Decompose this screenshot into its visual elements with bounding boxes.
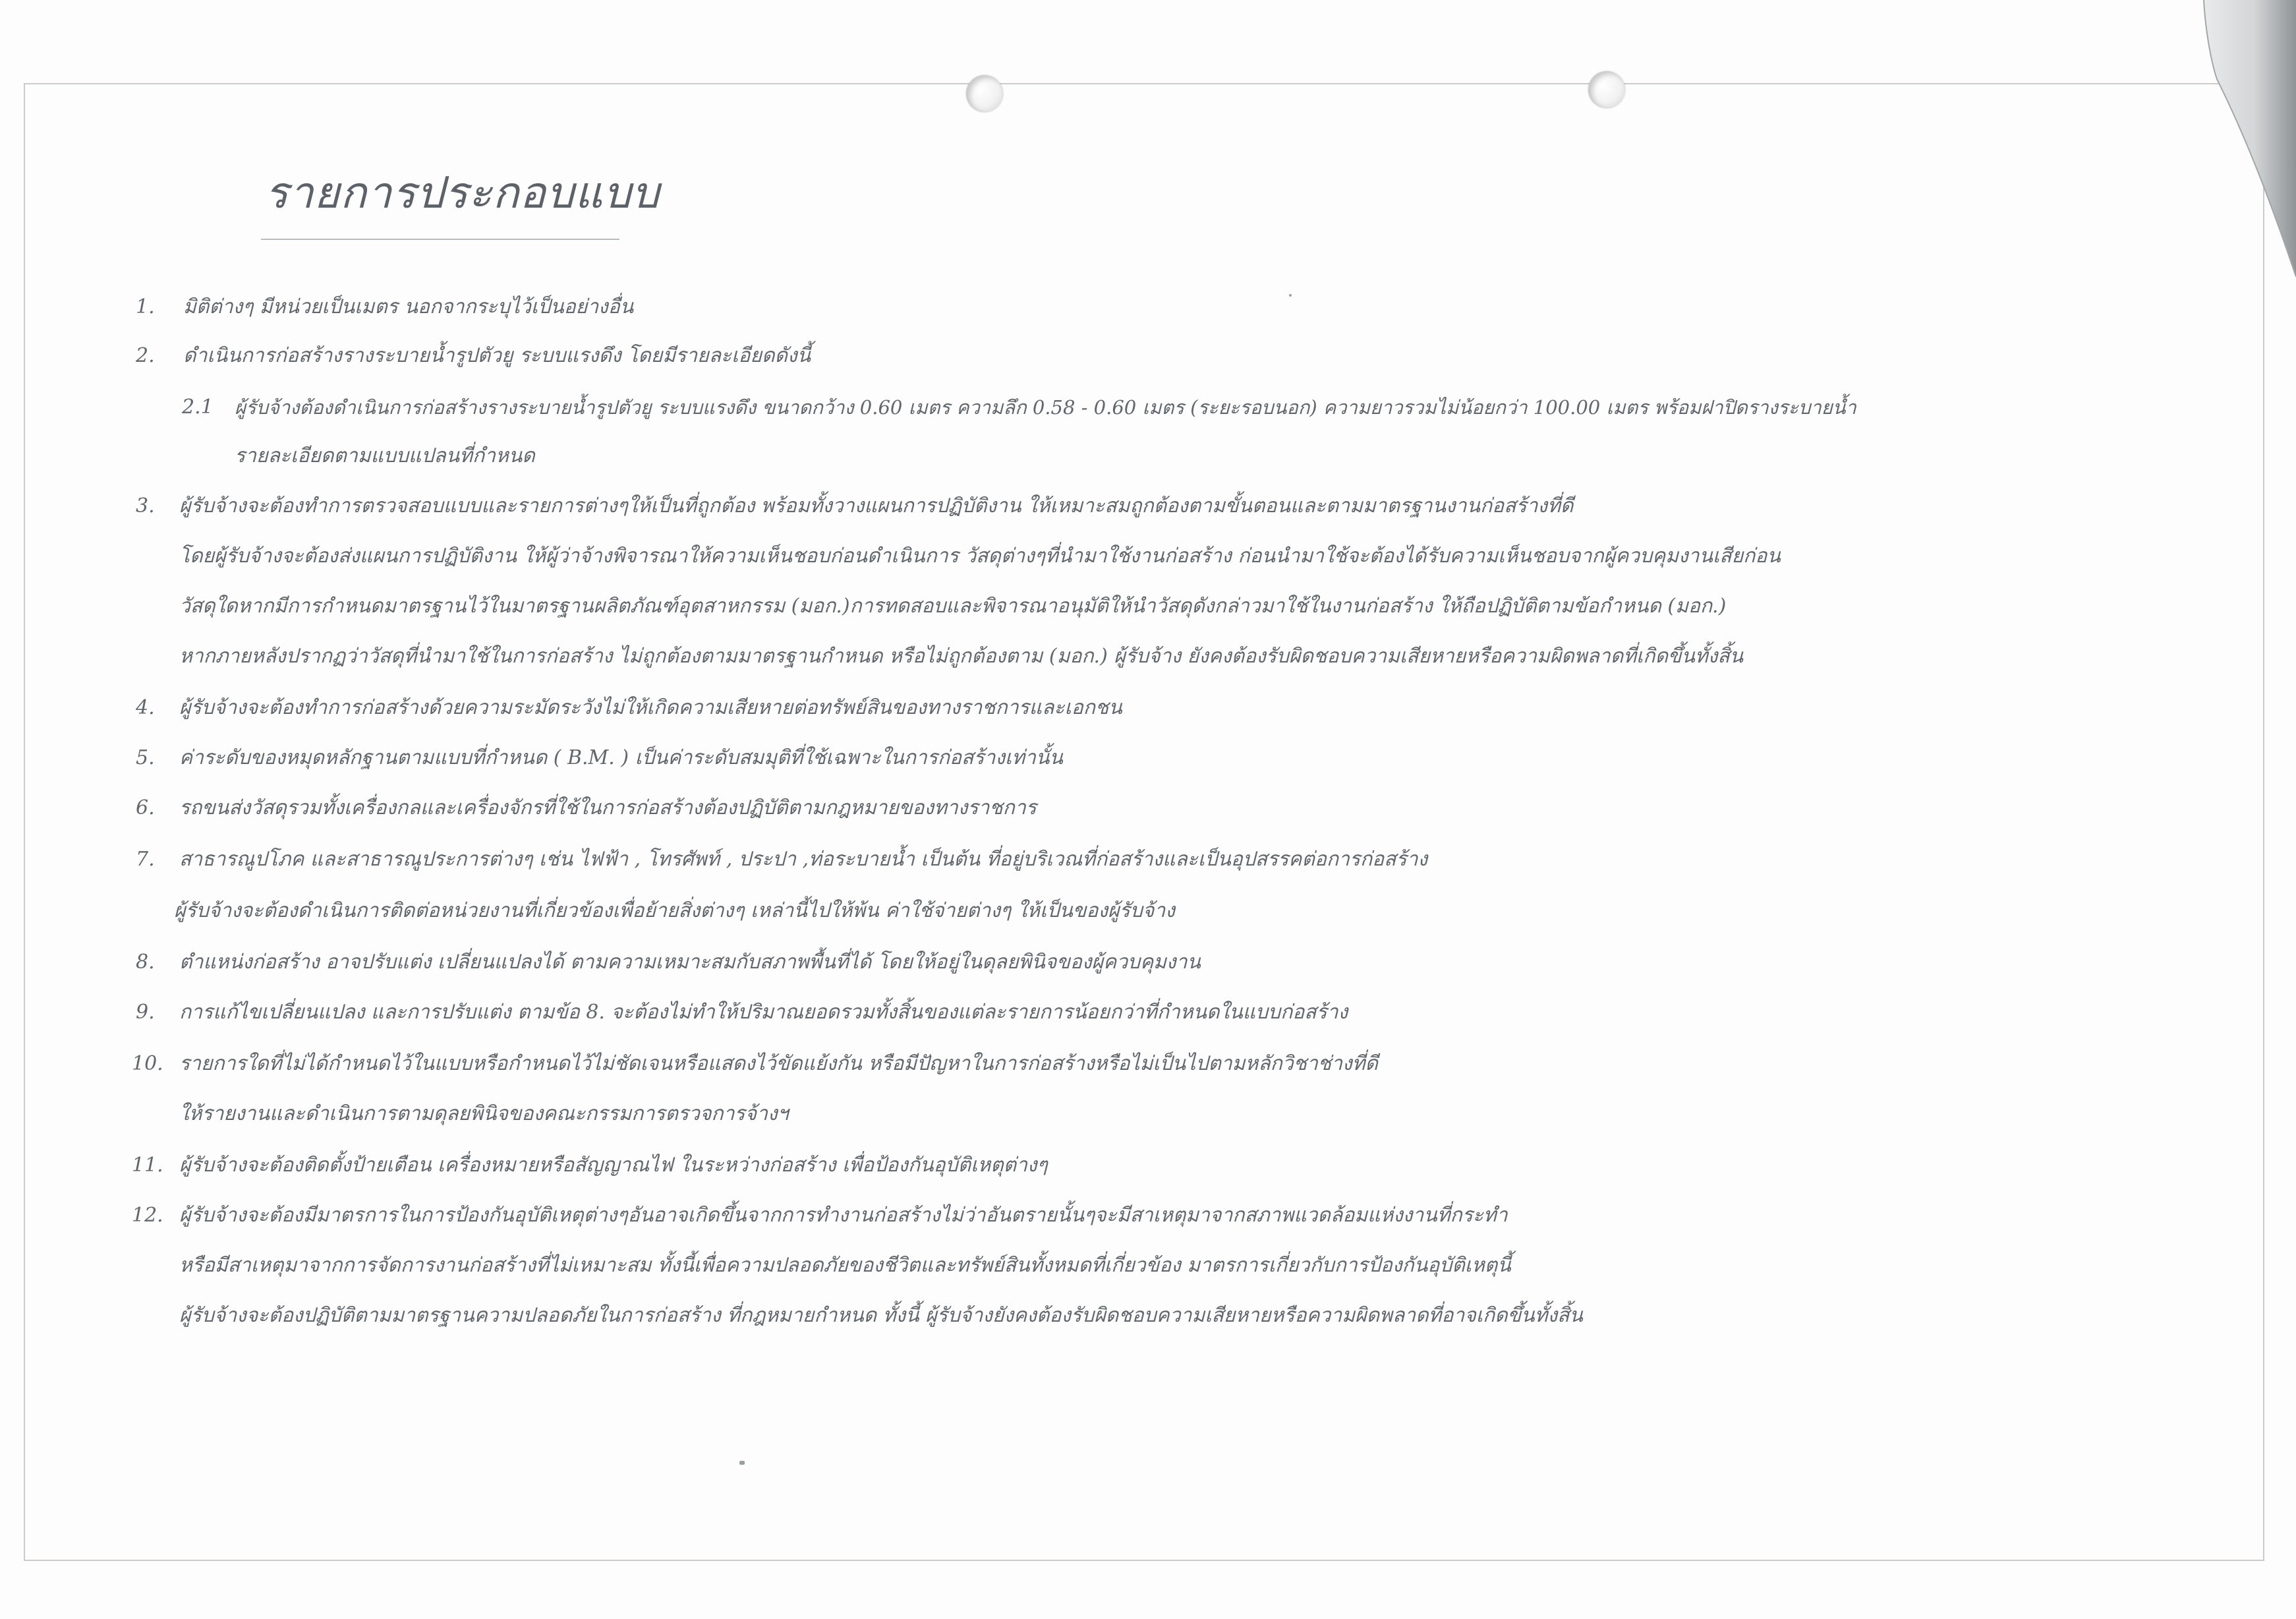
- item-7-line-1: สาธารณูปโภค และสาธารณูประการต่างๆ เช่น ไฟฟ้า , โทรศัพท์ , ประปา ,ท่อระบายน้ำ เป็นต้น ที่อยู่บริเวณที่ก่อสร้างและเป็นอุปสรรคต่อการก่อสร้าง: [179, 848, 1428, 871]
- punch-hole-left: [966, 75, 1003, 112]
- item-number: 8.: [136, 951, 155, 974]
- item-3-line-4: หากภายหลังปรากฏว่าวัสดุที่นำมาใช้ในการก่อสร้าง ไม่ถูกต้องตามมาตรฐานกำหนด หรือไม่ถูกต้องตาม (มอก.) ผู้รับจ้าง ยังคงต้องรับผิดชอบความเสียหายหรือความผิดพลาดที่เกิดขึ้นทั้งสิ้น: [179, 645, 1744, 668]
- item-11-line-1: ผู้รับจ้างจะต้องติดตั้งป้ายเตือน เครื่องหมายหรือสัญญาณไฟ ในระหว่างก่อสร้าง เพื่อป้องกันอุบัติเหตุต่างๆ: [179, 1154, 1048, 1177]
- item-5-line-1: ค่าระดับของหมุดหลักฐานตามแบบที่กำหนด ( B.M. ) เป็นค่าระดับสมมุติที่ใช้เฉพาะในการก่อสร้างเท่านั้น: [179, 746, 1063, 769]
- item-4-line-1: ผู้รับจ้างจะต้องทำการก่อสร้างด้วยความระมัดระวังไม่ให้เกิดความเสียหายต่อทรัพย์สินของทางราชการและเอกชน: [179, 696, 1122, 719]
- item-number: 6.: [136, 796, 155, 819]
- item-number: 11.: [132, 1154, 163, 1177]
- scan-speck: [1289, 294, 1292, 297]
- item-number: 12.: [132, 1204, 163, 1227]
- item-3-line-2: โดยผู้รับจ้างจะต้องส่งแผนการปฏิบัติงาน ให้ผู้ว่าจ้างพิจารณาให้ความเห็นชอบก่อนดำเนินการ วัสดุต่างๆที่นำมาใช้งานก่อสร้าง ก่อนนำมาใช้จะต้องได้รับความเห็นชอบจากผู้ควบคุมงานเสียก่อน: [179, 545, 1781, 568]
- punch-hole-right: [1588, 71, 1625, 108]
- page-title: รายการประกอบแบบ: [265, 167, 660, 218]
- item-10-line-2: ให้รายงานและดำเนินการตามดุลยพินิจของคณะกรรมการตรวจการจ้างฯ: [179, 1102, 789, 1125]
- item-number: 9.: [136, 1001, 155, 1024]
- item-6-line-1: รถขนส่งวัสดุรวมทั้งเครื่องกลและเครื่องจักรที่ใช้ในการก่อสร้างต้องปฏิบัติตามกฎหมายของทางราชการ: [179, 796, 1037, 819]
- item-2-line-1: ดำเนินการก่อสร้างรางระบายน้ำรูปตัวยู ระบบแรงดึง โดยมีรายละเอียดดังนี้: [183, 344, 811, 367]
- item-number: 3.: [136, 494, 155, 517]
- item-number: 2.1: [182, 396, 214, 419]
- item-9-line-1: การแก้ไขเปลี่ยนแปลง และการปรับแต่ง ตามข้อ 8. จะต้องไม่ทำให้ปริมาณยอดรวมทั้งสิ้นของแต่ละรายการน้อยกว่าที่กำหนดในแบบก่อสร้าง: [179, 1001, 1348, 1024]
- item-number: 1.: [136, 295, 155, 318]
- item-1-line-1: มิติต่างๆ มีหน่วยเป็นเมตร นอกจากระบุไว้เป็นอย่างอื่น: [183, 295, 634, 318]
- item-2-1-line-2: รายละเอียดตามแบบแปลนที่กำหนด: [235, 444, 535, 467]
- item-number: 5.: [136, 746, 155, 769]
- item-12-line-2: หรือมีสาเหตุมาจากการจัดการงานก่อสร้างที่ไม่เหมาะสม ทั้งนี้เพื่อความปลอดภัยของชีวิตและทรัพย์สินทั้งหมดที่เกี่ยวข้อง มาตรการเกี่ยวกับการป้องกันอุบัติเหตุนี้: [179, 1254, 1511, 1277]
- item-3-line-1: ผู้รับจ้างจะต้องทำการตรวจสอบแบบและรายการต่างๆให้เป็นที่ถูกต้อง พร้อมทั้งวางแผนการปฏิบัติงาน ให้เหมาะสมถูกต้องตามขั้นตอนและตามมาตรฐานงานก่อสร้างที่ดี: [179, 494, 1574, 517]
- item-2-1-line-1: ผู้รับจ้างต้องดำเนินการก่อสร้างรางระบายน้ำรูปตัวยู ระบบแรงดึง ขนาดกว้าง 0.60 เมตร ความลึก 0.58 - 0.60 เมตร (ระยะรอบนอก) ความยาวรวมไม่น้อยกว่า 100.00 เมตร พร้อมฝาปิดรางระบายน้ำ: [235, 396, 1856, 419]
- item-number: 4.: [136, 696, 155, 719]
- scan-speck: [739, 1461, 745, 1465]
- item-12-line-3: ผู้รับจ้างจะต้องปฏิบัติตามมาตรฐานความปลอดภัยในการก่อสร้าง ที่กฎหมายกำหนด ทั้งนี้ ผู้รับจ้างยังคงต้องรับผิดชอบความเสียหายหรือความผิดพลาดที่อาจเกิดขึ้นทั้งสิ้น: [179, 1304, 1583, 1327]
- item-7-line-2: ผู้รับจ้างจะต้องดำเนินการติดต่อหน่วยงานที่เกี่ยวข้องเพื่อย้ายสิ่งต่างๆ เหล่านี้ไปให้พ้น ค่าใช้จ่ายต่างๆ ให้เป็นของผู้รับจ้าง: [174, 899, 1175, 922]
- title-underline: [261, 239, 619, 240]
- item-12-line-1: ผู้รับจ้างจะต้องมีมาตรการในการป้องกันอุบัติเหตุต่างๆอันอาจเกิดขึ้นจากการทำงานก่อสร้างไม่ว่าอันตรายนั้นๆจะมีสาเหตุมาจากสภาพแวดล้อมแห่งงานที่กระทำ: [179, 1204, 1508, 1227]
- item-10-line-1: รายการใดที่ไม่ได้กำหนดไว้ในแบบหรือกำหนดไว้ไม่ชัดเจนหรือแสดงไว้ขัดแย้งกัน หรือมีปัญหาในการก่อสร้างหรือไม่เป็นไปตามหลักวิชาช่างที่ดี: [179, 1052, 1378, 1075]
- item-3-line-3: วัสดุใดหากมีการกำหนดมาตรฐานไว้ในมาตรฐานผลิตภัณฑ์อุตสาหกรรม (มอก.)การทดสอบและพิจารณาอนุมัติให้นำวัสดุดังกล่าวมาใช้ในงานก่อสร้าง ให้ถือปฏิบัติตามข้อกำหนด (มอก.): [179, 595, 1727, 618]
- item-number: 10.: [132, 1052, 163, 1075]
- item-number: 7.: [136, 848, 155, 871]
- item-8-line-1: ตำแหน่งก่อสร้าง อาจปรับแต่ง เปลี่ยนแปลงได้ ตามความเหมาะสมกับสภาพพื้นที่ได้ โดยให้อยู่ในดุลยพินิจของผู้ควบคุมงาน: [179, 951, 1201, 974]
- item-number: 2.: [136, 344, 155, 367]
